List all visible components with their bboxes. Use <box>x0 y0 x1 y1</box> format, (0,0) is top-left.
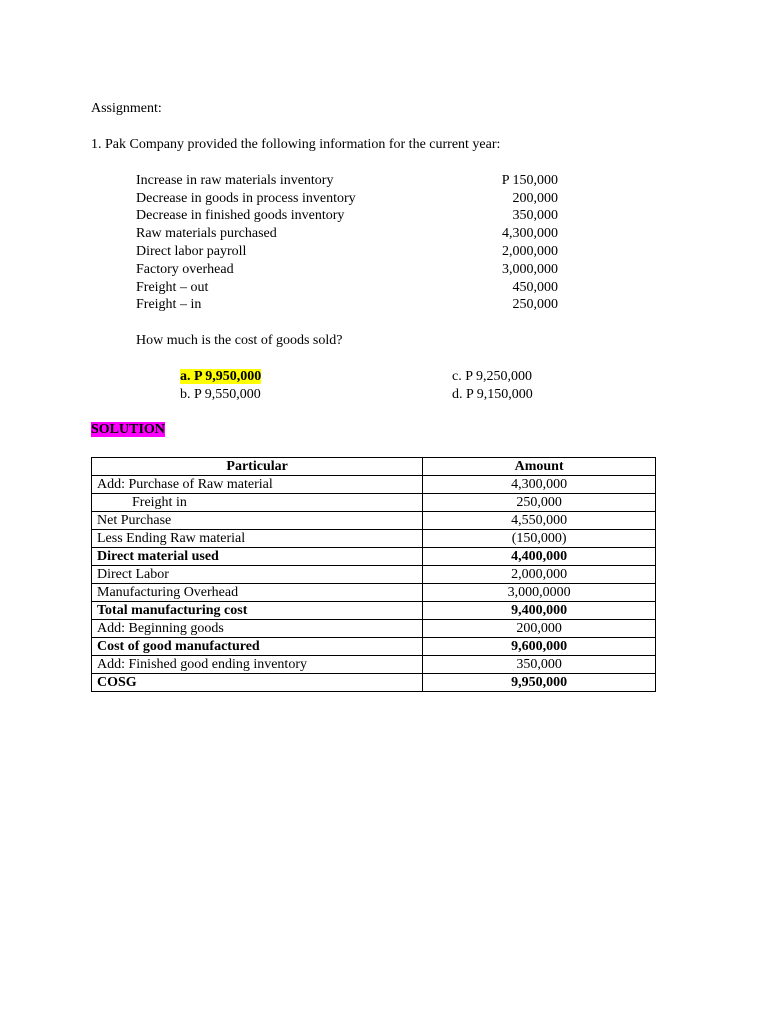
row-amount: 9,400,000 <box>423 602 656 620</box>
item-label: Decrease in goods in process inventory <box>136 191 356 206</box>
row-amount: (150,000) <box>423 530 656 548</box>
row-particular: Less Ending Raw material <box>92 530 423 548</box>
item-label: Raw materials purchased <box>136 226 277 241</box>
choice-b: b. P 9,550,000 <box>180 387 261 402</box>
row-particular: Freight in <box>92 494 423 512</box>
header-amount: Amount <box>423 458 656 476</box>
row-amount: 4,400,000 <box>423 548 656 566</box>
table-row <box>92 476 656 494</box>
assignment-heading: Assignment: <box>91 101 162 116</box>
solution-table <box>91 457 656 692</box>
row-particular: Add: Finished good ending inventory <box>92 656 423 674</box>
row-amount: 3,000,0000 <box>423 584 656 602</box>
table-row <box>92 620 656 638</box>
item-label: Decrease in finished goods inventory <box>136 208 345 223</box>
row-particular: Direct material used <box>92 548 423 566</box>
row-amount: 350,000 <box>423 656 656 674</box>
header-particular: Particular <box>92 458 423 476</box>
table-row-subtotal <box>92 548 656 566</box>
item-value: 2,000,000 <box>502 244 558 259</box>
item-value: P 150,000 <box>501 173 558 188</box>
table-row <box>92 494 656 512</box>
row-particular: Total manufacturing cost <box>92 602 423 620</box>
row-amount: 2,000,000 <box>423 566 656 584</box>
row-particular: COSG <box>92 674 423 692</box>
item-value: 4,300,000 <box>502 226 558 241</box>
table-row <box>92 584 656 602</box>
question-text: 1. Pak Company provided the following information for the current year: <box>91 137 501 152</box>
table-row-total <box>92 674 656 692</box>
item-value: 200,000 <box>512 191 558 206</box>
table-row-subtotal <box>92 602 656 620</box>
choice-a-correct: a. P 9,950,000 <box>180 369 262 384</box>
row-particular: Add: Beginning goods <box>92 620 423 638</box>
table-row <box>92 566 656 584</box>
row-amount: 4,550,000 <box>423 512 656 530</box>
item-value: 3,000,000 <box>502 262 558 277</box>
item-value: 350,000 <box>512 208 558 223</box>
row-amount: 4,300,000 <box>423 476 656 494</box>
item-label: Factory overhead <box>136 262 234 277</box>
item-value: 250,000 <box>512 297 558 312</box>
choice-c: c. P 9,250,000 <box>452 369 532 384</box>
table-row <box>92 656 656 674</box>
item-label: Increase in raw materials inventory <box>136 173 334 188</box>
row-amount: 9,950,000 <box>423 674 656 692</box>
table-header-row <box>92 458 656 476</box>
item-label: Freight – in <box>136 297 202 312</box>
row-particular: Cost of good manufactured <box>92 638 423 656</box>
item-value: 450,000 <box>512 280 558 295</box>
item-label: Freight – out <box>136 280 209 295</box>
table-row <box>92 512 656 530</box>
item-label: Direct labor payroll <box>136 244 247 259</box>
row-particular: Add: Purchase of Raw material <box>92 476 423 494</box>
choice-d: d. P 9,150,000 <box>452 387 533 402</box>
row-particular: Manufacturing Overhead <box>92 584 423 602</box>
row-particular: Net Purchase <box>92 512 423 530</box>
table-row <box>92 530 656 548</box>
row-amount: 250,000 <box>423 494 656 512</box>
solution-label: SOLUTION <box>91 422 165 437</box>
row-amount: 200,000 <box>423 620 656 638</box>
prompt-text: How much is the cost of goods sold? <box>136 333 343 348</box>
row-amount: 9,600,000 <box>423 638 656 656</box>
row-particular: Direct Labor <box>92 566 423 584</box>
table-row-subtotal <box>92 638 656 656</box>
